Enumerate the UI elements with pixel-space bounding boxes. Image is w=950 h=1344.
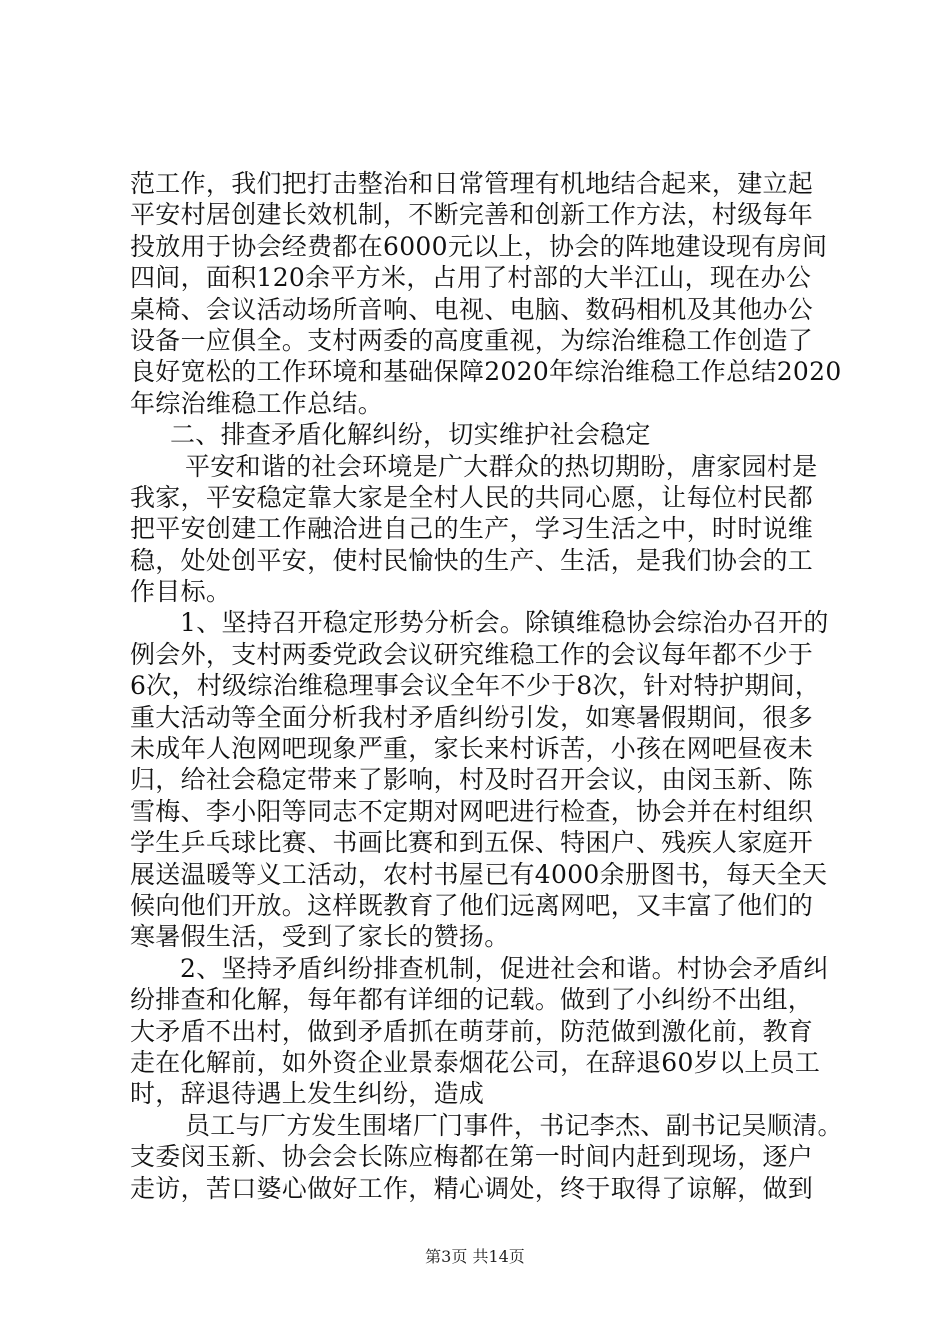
text-line: 大矛盾不出村，做到矛盾抓在萌芽前，防范做到激化前，教育 [130,1016,814,1046]
text-line: 范工作，我们把打击整治和日常管理有机地结合起来，建立起 [130,169,814,198]
text-line: 良好宽松的工作环境和基础保障2020年综治维稳工作总结2020 [130,357,842,387]
text-line: 桌椅、会议活动场所音响、电视、电脑、数码相机及其他办公 [130,294,814,324]
text-line: 展送温暖等义工活动，农村书屋已有4000余册图书，每天全天 [130,859,828,889]
text-line: 学生乒乓球比赛、书画比赛和到五保、特困户、残疾人家庭开 [130,828,814,858]
paragraph [130,639,830,953]
text-line: 1、坚持召开稳定形势分析会。除镇维稳协会综治办召开的 [180,608,829,638]
text-line: 雪梅、李小阳等同志不定期对网吧进行检查，协会并在村组织 [130,796,814,826]
paragraph [130,168,842,419]
text-line: 员工与厂方发生围堵厂门事件，书记李杰、副书记吴顺清。 [185,1110,843,1140]
text-line: 投放用于协会经费都在6000元以上，协会的阵地建设现有房间 [130,231,828,261]
text-line: 重大活动等全面分析我村矛盾纠纷引发，如寒暑假期间，很多 [130,702,814,732]
paragraph [130,1110,843,1141]
text-line: 二、排查矛盾化解纠纷，切实维护社会稳定 [170,420,651,450]
text-line: 平安村居创建长效机制，不断完善和创新工作方法，村级每年 [130,200,814,230]
paragraph [130,1141,830,1204]
paragraph [130,953,830,984]
text-line: 时，辞退待遇上发生纠纷，造成 [130,1079,485,1109]
text-line: 把平安创建工作融洽进自己的生产，学习生活之中，时时说维 [130,514,814,544]
text-line: 设备一应俱全。支村两委的高度重视，为综治维稳工作创造了 [130,325,814,355]
text-line: 走在化解前，如外资企业景泰烟花公司，在辞退60岁以上员工 [130,1047,821,1077]
page-number: 第3页 共14页 [425,1247,525,1266]
text-line: 支委闵玉新、协会会长陈应梅都在第一时间内赶到现场，逐户 [130,1142,814,1172]
text-line: 纷排查和化解，每年都有详细的记载。做到了小纠纷不出组， [130,985,814,1015]
paragraph [130,984,830,1110]
paragraph [130,419,830,450]
text-line: 寒暑假生活，受到了家长的赞扬。 [130,922,510,952]
document-body [130,168,843,1204]
text-line: 例会外，支村两委党政会议研究维稳工作的会议每年都不少于 [130,639,814,669]
text-line: 作目标。 [130,577,232,607]
text-line: 未成年人泡网吧现象严重，家长来村诉苦，小孩在网吧昼夜未 [130,734,814,764]
text-line: 年综治维稳工作总结。 [130,388,384,418]
paragraph [130,451,830,482]
text-line: 稳，处处创平安，使村民愉快的生产、生活，是我们协会的工 [130,545,814,575]
text-line: 平安和谐的社会环境是广大群众的热切期盼，唐家园村是 [185,451,818,481]
text-line: 候向他们开放。这样既教育了他们远离网吧，又丰富了他们的 [130,890,814,920]
paragraph [130,482,830,608]
paragraph [130,607,830,638]
page-footer [0,1244,950,1267]
text-line: 四间，面积120余平方米，占用了村部的大半江山，现在办公 [130,263,812,293]
text-line: 6次，村级综治维稳理事会议全年不少于8次，针对特护期间， [130,671,821,701]
text-line: 归，给社会稳定带来了影响，村及时召开会议，由闵玉新、陈 [130,765,814,795]
text-line: 2、坚持矛盾纠纷排查机制，促进社会和谐。村协会矛盾纠 [180,953,829,983]
text-line: 我家，平安稳定靠大家是全村人民的共同心愿，让每位村民都 [130,482,814,512]
text-line: 走访，苦口婆心做好工作，精心调处，终于取得了谅解，做到 [130,1173,814,1203]
